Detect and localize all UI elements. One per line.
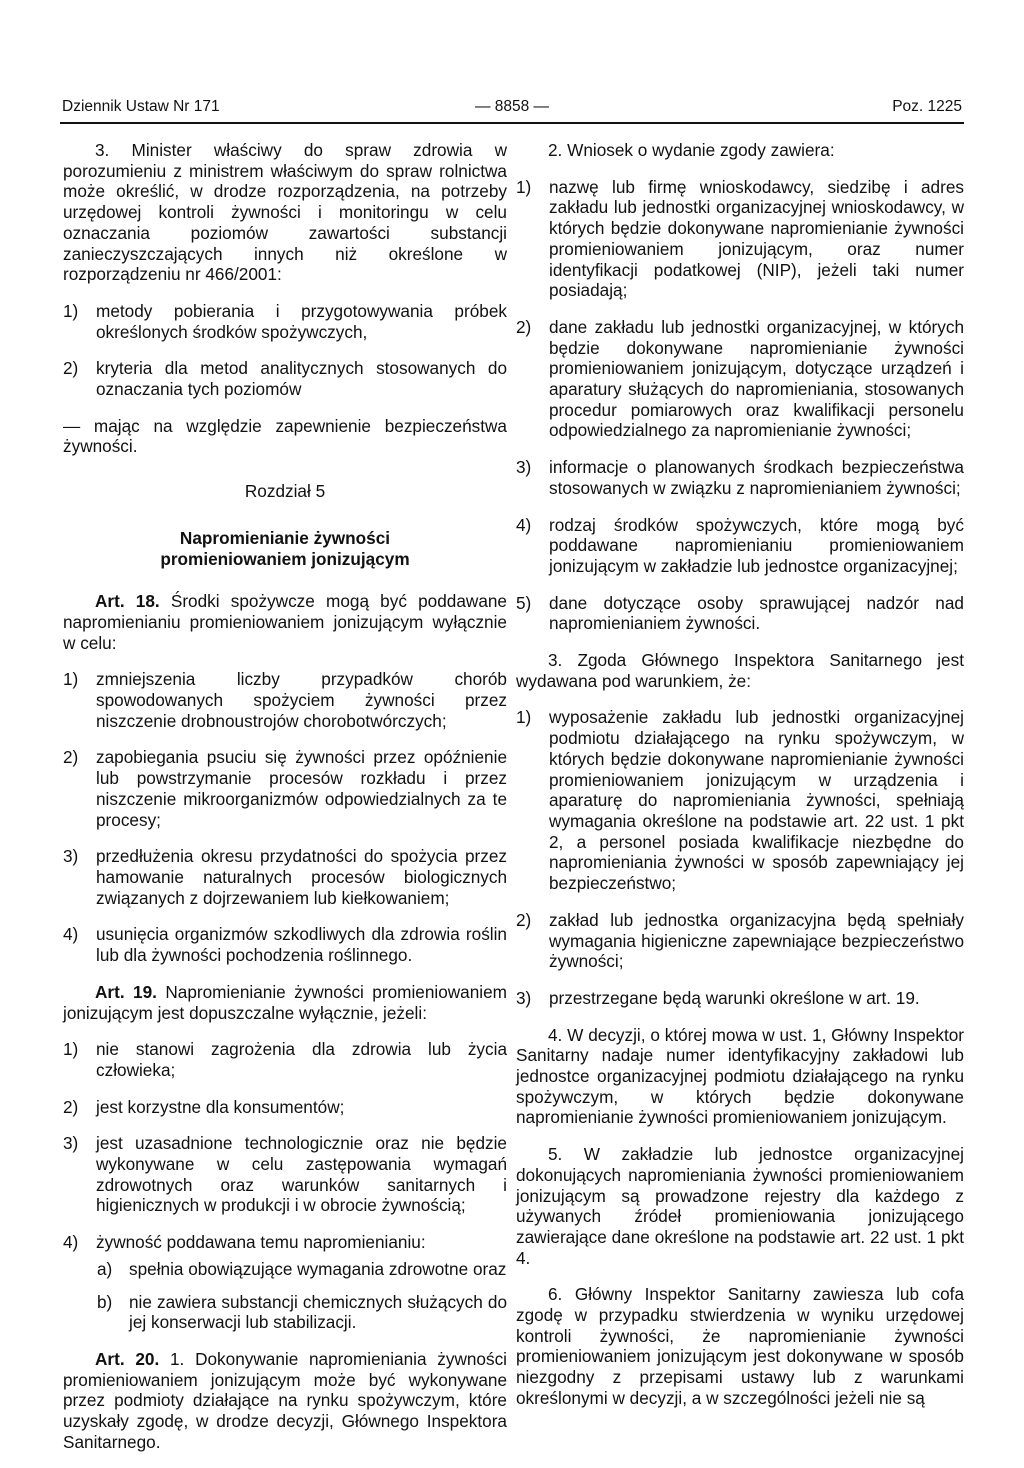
list-item: 2) kryteria dla metod analitycznych stosowanych do oznaczania tych poziomów [63, 358, 507, 400]
list-item: 1) wyposażenie zakładu lub jednostki organizacyjnej podmiotu działającego na rynku spożywczym, w których będzie dokonywane napromienianie żywności promieniowaniem jonizującym w urządzenia i aparaturę do napromieniania żywności, spełniają wymagania określone na podstawie art. 22 ust. 1 pkt 2, a personel posiada kwalifikacje niezbędne do napromieniania żywności w sposób zapewniający jej bezpieczeństwo; [516, 707, 964, 894]
left-column [63, 140, 507, 1468]
right-column [516, 140, 964, 1425]
journal-title: Dziennik Ustaw Nr 171 [62, 98, 220, 115]
paragraph-tail: — mając na względzie zapewnienie bezpieczeństwa żywności. [63, 415, 507, 457]
list-item: 1) nie stanowi zagrożenia dla zdrowia lub życia człowieka; [63, 1039, 507, 1080]
list-item: 2) jest korzystne dla konsumentów; [63, 1096, 345, 1117]
chapter-label: Rozdział 5 [244, 481, 326, 502]
list-item: 1) metody pobierania i przygotowywania próbek określonych środków spożywczych, [63, 300, 507, 342]
list-item: 2) zapobiegania psuciu się żywności przez opóźnienie lub powstrzymanie procesów rozkładu i przez niszczenie mikroorganizmów odpowiedzialnych za te procesy; [63, 747, 507, 830]
sub-list-item: a) spełnia obowiązujące wymagania zdrowotne oraz [97, 1258, 507, 1279]
paragraph-4: 4. W decyzji, o której mowa w ust. 1, Główny Inspektor Sanitarny nadaje numer identyfikacyjny zakładowi lub jednostce organizacyjnej podmiotu działającego na rynku spożywczym, w których będzie dokonywane napromienianie żywności promieniowaniem jonizującym. [516, 1024, 964, 1128]
list-item: 3) przedłużenia okresu przydatności do spożycia przez hamowanie naturalnych procesów biologicznych związanych z dojrzewaniem lub kiełkowaniem; [63, 846, 507, 908]
list-item: 4) żywność poddawana temu napromienianiu: [63, 1232, 426, 1253]
paragraph-3: 3. Minister właściwy do spraw zdrowia w porozumieniu z ministrem właściwym do spraw rolnictwa może określić, w drodze rozporządzenia, na potrzeby urzędowej kontroli żywności i monitoringu w celu oznaczania poziomów zawartości substancji zanieczyszczających innych niż określone w rozporządzeniu nr 466/2001: [63, 140, 507, 285]
list-item: 3) informacje o planowanych środkach bezpieczeństwa stosowanych w związku z napromienianiem żywności; [516, 457, 964, 498]
list-item: 4) usunięcia organizmów szkodliwych dla zdrowia roślin lub dla żywności pochodzenia roślinnego. [63, 924, 507, 966]
position-number: Poz. 1225 [892, 98, 962, 115]
list-item: 1) nazwę lub firmę wnioskodawcy, siedzibę i adres zakładu lub jednostki organizacyjnej wnioskodawcy, w których będzie dokonywane napromienianie żywności promieniowaniem jonizującym, oraz numer identyfikacji podatkowej (NIP), jeżeli taki numer posiadają; [516, 176, 964, 301]
page-number: — 8858 — [474, 98, 550, 115]
paragraph-5: 5. W zakładzie lub jednostce organizacyjnej dokonujących napromieniania żywności promieniowaniem jonizującym są prowadzone rejestry dla każdego z używanych źródeł promieniowania jonizującego zawierające dane określone na podstawie art. 22 ust. 1 pkt 4. [516, 1144, 964, 1268]
paragraph-3: 3. Zgoda Głównego Inspektora Sanitarnego jest wydawana pod warunkiem, że: [516, 650, 964, 691]
list-item: 1) zmniejszenia liczby przypadków chorób spowodowanych spożyciem żywności przez niszczenie drobnoustrojów chorobotwórczych; [63, 669, 507, 731]
list-item: 4) rodzaj środków spożywczych, które mogą być poddawane napromienianiu promieniowaniem jonizującym w zakładzie lub jednostce organizacyjnej; [516, 514, 964, 576]
paragraph-2: 2. Wniosek o wydanie zgody zawiera: [548, 140, 835, 160]
article-19: Art. 19. Napromienianie żywności promieniowaniem jonizującym jest dopuszczalne wyłącznie, jeżeli: [63, 981, 507, 1023]
list-item: 2) dane zakładu lub jednostki organizacyjnej, w których będzie dokonywane napromienianie żywności promieniowaniem jonizującym, dotyczące urządzeń i aparatury służących do napromieniania, stosowanych procedur pomiarowych oraz kwalifikacji personelu odpowiedzialnego za napromienianie żywności; [516, 316, 964, 441]
list-item: 2) zakład lub jednostka organizacyjna będą spełniały wymagania higieniczne zapewniające bezpieczeństwo żywności; [516, 909, 964, 972]
page-header [60, 92, 964, 124]
article-18: Art. 18. Środki spożywcze mogą być poddawane napromienianiu promieniowaniem jonizującym wyłącznie w celu: [63, 591, 507, 653]
sub-list-item: b) nie zawiera substancji chemicznych służących do jej konserwacji lub stabilizacji. [97, 1291, 507, 1333]
list-item: 5) dane dotyczące osoby sprawującej nadzór nad napromienianiem żywności. [516, 592, 964, 634]
list-item: 3) przestrzegane będą warunki określone w art. 19. [516, 987, 920, 1008]
list-item: 3) jest uzasadnione technologicznie oraz nie będzie wykonywane w celu zastępowania wymagań zdrowotnych oraz warunków sanitarnych i higienicznych w produkcji i w obrocie żywnością; [63, 1133, 507, 1216]
paragraph-6: 6. Główny Inspektor Sanitarny zawiesza lub cofa zgodę w przypadku stwierdzenia w wyniku urzędowej kontroli żywności, że napromienianie żywności promieniowaniem jonizującym jest dokonywane w sposób niezgodny z przepisami ustawy lub z warunkami określonymi w decyzji, a w szczególności jeżeli nie są [516, 1284, 964, 1408]
chapter-title: Napromienianie żywności promieniowaniem jonizującym [160, 527, 410, 569]
article-20: Art. 20. 1. Dokonywanie napromieniania żywności promieniowaniem jonizującym może być wykonywane przez podmioty działające na rynku spożywczym, które uzyskały zgodę, w drodze decyzji, Głównego Inspektora Sanitarnego. [63, 1348, 507, 1452]
